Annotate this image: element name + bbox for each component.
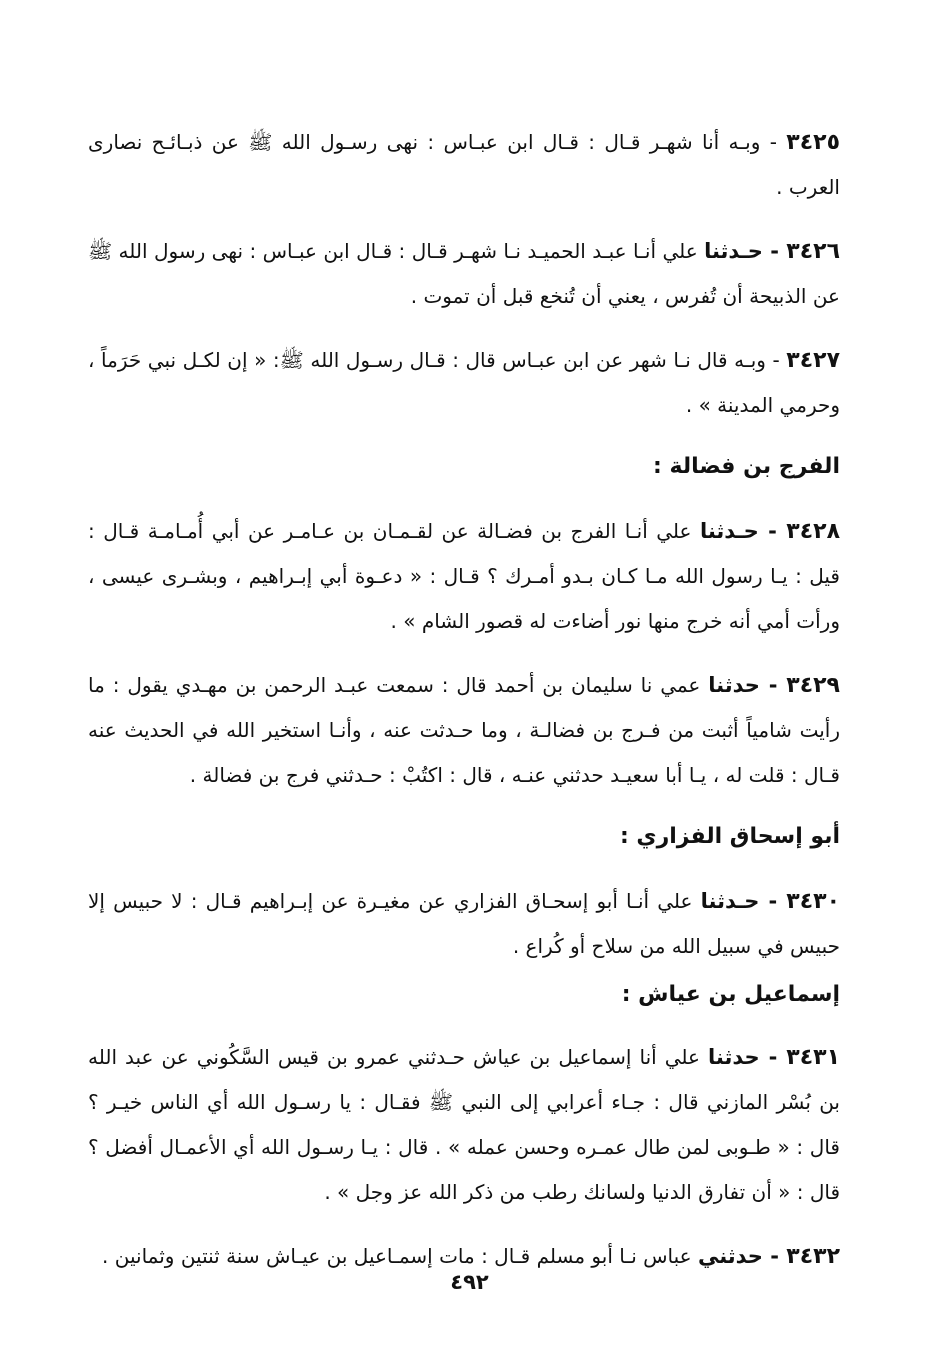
hadith-3427 [88,338,840,428]
hadith-text: عمي نا سليمان بن أحمد قال : سمعت عبـد الرحمن بن مهـدي يقول : ما رأيت شامياً أثبت من فـرج بن فضالـة ، وما حـدثت عنه ، وأنـا استخير الله في الحديث عنه قـال : قلت له ، يـا أبا سعيـد حدثني عنـه ، قال : اكتُبْ : حـدثني فرج بن فضالة . [88,673,840,787]
hadith-text: علي أنـا أبو إسحـاق الفزاري عن مغيـرة عن إبـراهيم قـال : لا حبيس إلا حبيس في سبيل الله من سلاح أو كُراع . [88,889,840,958]
hadith-text: علي أنا إسماعيل بن عياش حـدثني عمرو بن قيس السَّكُوني عن عبد الله بن بُسْر المازني قال : جـاء أعرابي إلى النبي ﷺ فقـال : يا رسـول الله أي الناس خيـر ؟ قال : « طـوبى لمن طال عمـره وحسن عمله » . قال : يـا رسـول الله أي الأعمـال أفضل ؟ قال : « أن تفارق الدنيا ولسانك رطب من ذكر الله عز وجل » . [88,1045,840,1204]
section-heading-fazari: أبو إسحاق الفزاري : [619,824,840,849]
hadith-number: ٣٤٢٦ [786,239,841,264]
hadith-lead: - حدثني [697,1244,787,1268]
hadith-3425 [88,120,840,210]
hadith-3426 [88,229,840,319]
hadith-lead: - حدثنا [707,1045,787,1069]
hadith-text: علي أنـا الفرج بن فضـالة عن لقـمـان بن عـامـر عن أبي أُمـامـة قـال : قيل : يـا رسول الله مـا كـان بـدو أمـرك ؟ قـال : « دعـوة أبي إبـراهيم ، وبشـرى عيسى ، ورأت أمي أنه خرج منها نور أضاءت له قصور الشام » . [88,519,840,633]
hadith-3428 [88,509,840,644]
hadith-lead: - حـدثنا [700,889,787,913]
hadith-text: - وبـه أنا شهـر قـال : قـال ابن عبـاس : نهى رسـول الله ﷺ عن ذبـائـح نصارى العرب . [88,130,840,199]
hadith-3431 [88,1035,840,1215]
section-heading-ismail: إسماعيل بن عياش : [621,982,840,1007]
book-page [88,120,840,1298]
hadith-number: ٣٤٣١ [786,1045,840,1070]
section-heading-faraj: الفرج بن فضالة : [653,454,840,479]
hadith-number: ٣٤٢٨ [786,519,841,544]
hadith-text: عباس نـا أبو مسلم قـال : مات إسمـاعيل بن عيـاش سنة ثنتين وثمانين . [102,1244,698,1268]
hadith-number: ٣٤٢٥ [786,130,840,155]
hadith-number: ٣٤٢٩ [786,673,840,698]
hadith-lead: - حـدثنا [704,239,787,263]
hadith-lead: - حدثنا [708,673,787,697]
hadith-number: ٣٤٢٧ [786,348,840,373]
page-number: ٤٩٢ [450,1270,489,1294]
hadith-3430 [88,879,840,969]
hadith-number: ٣٤٣٢ [786,1244,840,1269]
hadith-number: ٣٤٣٠ [786,889,841,914]
hadith-text: - وبـه قال نـا شهر عن ابن عبـاس قال : قـال رسـول الله ﷺ: « إن لكـل نبي حَرَماً ، وحرمي المدينة » . [88,348,840,417]
hadith-text: علي أنـا عبـد الحميـد نـا شهـر قـال : قـال ابن عبـاس : نهى رسول الله ﷺ عن الذبيحة أن تُفرس ، يعني أن تُنخع قبل أن تموت . [88,239,840,308]
hadith-3429 [88,663,840,798]
hadith-lead: - حـدثنا [699,519,787,543]
